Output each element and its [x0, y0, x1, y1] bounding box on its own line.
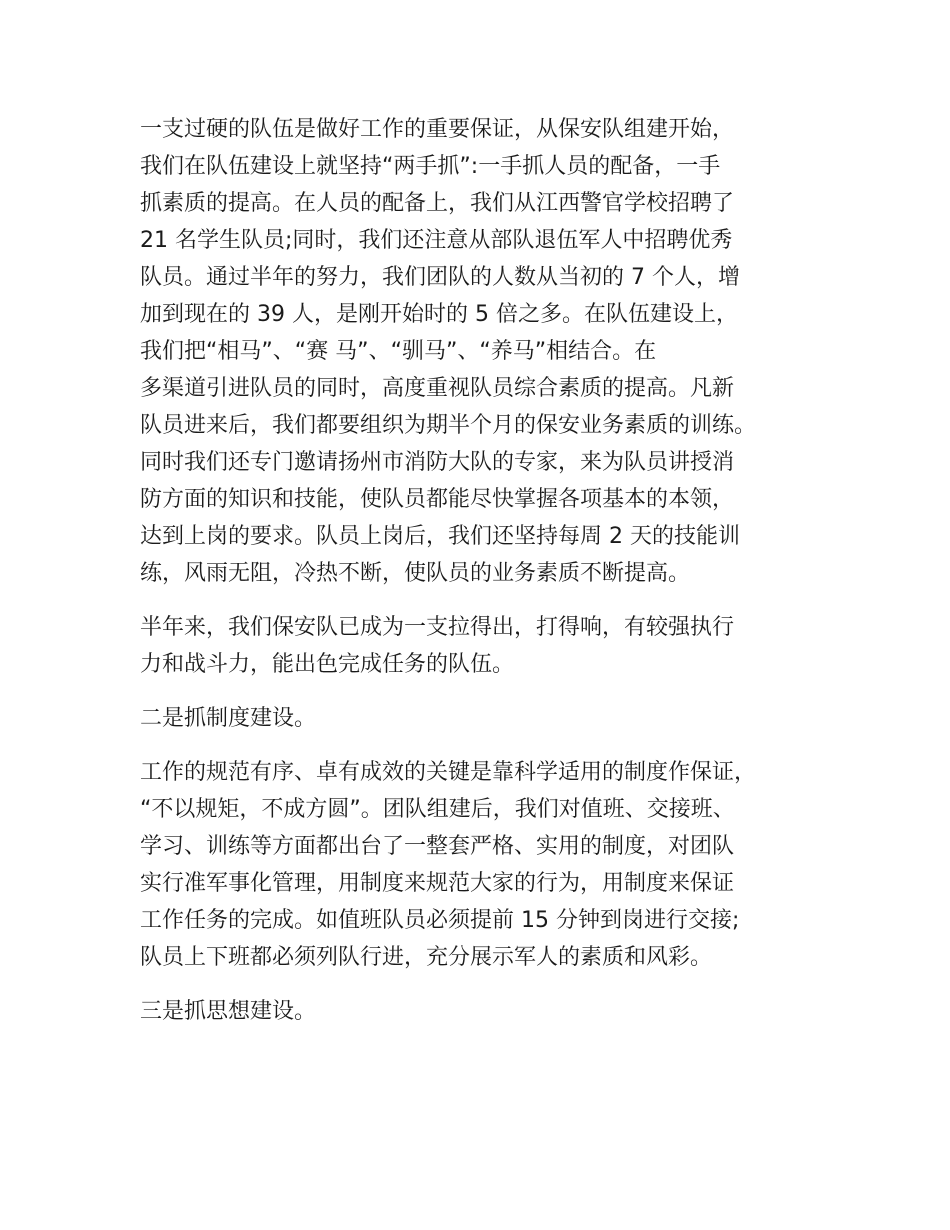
text-line: 学习、训练等方面都出台了一整套严格、实用的制度，对团队: [140, 834, 735, 859]
text-line: 21 名学生队员;同时，我们还注意从部队退伍军人中招聘优秀: [140, 228, 733, 253]
document-body: [140, 111, 812, 1047]
text-line: 多渠道引进队员的同时，高度重视队员综合素质的提高。凡新: [140, 376, 735, 401]
text-line: 队员上下班都必须列队行进，充分展示军人的素质和风彩。: [140, 945, 713, 970]
text-line: 防方面的知识和技能，使队员都能尽快掌握各项基本的本领，: [140, 487, 735, 512]
text-line: 一支过硬的队伍是做好工作的重要保证，从保安队组建开始，: [140, 117, 735, 142]
text-line: 达到上岗的要求。队员上岗后，我们还坚持每周 2 天的技能训: [140, 524, 740, 549]
section-heading-system-building: [140, 700, 812, 737]
text-line: 我们在队伍建设上就坚持“两手抓”:一手抓人员的配备，一手: [140, 154, 721, 179]
text-line: 练，风雨无阻，冷热不断，使队员的业务素质不断提高。: [140, 561, 691, 586]
paragraph-team-building: [140, 111, 812, 592]
text-line: 抓素质的提高。在人员的配备上，我们从江西警官学校招聘了: [140, 191, 735, 216]
text-line: 加到现在的 39 人，是刚开始时的 5 倍之多。在队伍建设上，: [140, 302, 738, 327]
text-line: 三是抓思想建设。: [140, 999, 317, 1024]
text-line: 力和战斗力，能出色完成任务的队伍。: [140, 652, 515, 677]
paragraph-half-year-summary: [140, 609, 812, 683]
text-line: 我们把“相马”、“赛 马”、“驯马”、“养马”相结合。在: [140, 339, 657, 364]
text-line: 工作的规范有序、卓有成效的关键是靠科学适用的制度作保证，: [140, 760, 757, 785]
text-line: 同时我们还专门邀请扬州市消防大队的专家，来为队员讲授消: [140, 450, 735, 475]
text-line: 工作任务的完成。如值班队员必须提前 15 分钟到岗进行交接;: [140, 908, 740, 933]
text-line: 实行准军事化管理，用制度来规范大家的行为，用制度来保证: [140, 871, 735, 896]
text-line: 半年来，我们保安队已成为一支拉得出，打得响，有较强执行: [140, 615, 735, 640]
text-line: 队员。通过半年的努力，我们团队的人数从当初的 7 个人，增: [140, 265, 740, 290]
text-line: 二是抓制度建设。: [140, 706, 317, 731]
text-line: 队员进来后，我们都要组织为期半个月的保安业务素质的训练。: [140, 413, 757, 438]
paragraph-system-building: [140, 754, 812, 976]
section-heading-ideology-building: [140, 993, 812, 1030]
text-line: “不以规矩，不成方圆”。团队组建后，我们对值班、交接班、: [140, 797, 735, 822]
